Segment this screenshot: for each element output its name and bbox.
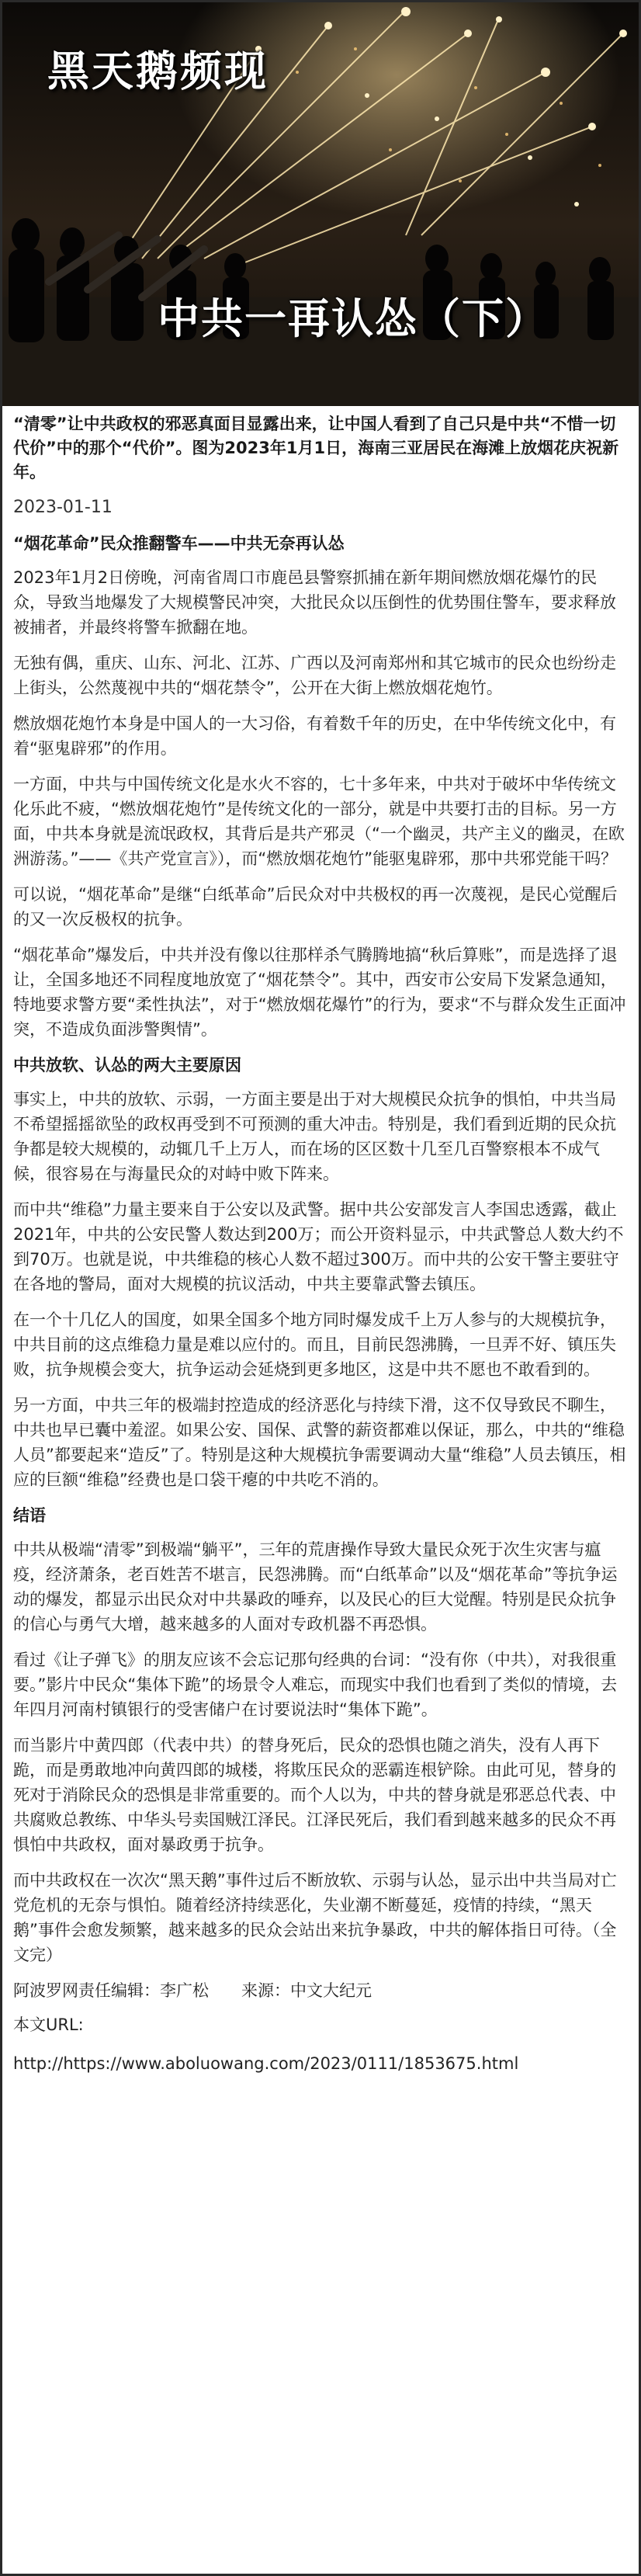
paragraph: 一方面，中共与中国传统文化是水火不容的，七十多年来，中共对于破坏中华传统文化乐此不疲，“燃放烟花炮竹”是传统文化的一部分，就是中共要打击的目标。另一方面，中共本身就是流氓政权，其背后是共产邪灵（“一个幽灵，共产主义的幽灵，在欧洲游荡。”——《共产党宣言》），而“燃放烟花炮竹”能驱鬼辟邪，那中共邪党能干吗？ (13, 775, 625, 868)
hero-subtitle: 中共一再认怂（下） (158, 294, 549, 343)
paragraph: 燃放烟花炮竹本身是中国人的一大习俗，有着数千年的历史，在中华传统文化中，有着“驱鬼辟邪”的作用。 (13, 714, 616, 758)
section-heading-conclusion: 结语 (13, 1506, 46, 1525)
url-label: 本文URL: (13, 2015, 84, 2034)
paragraph: 而当影片中黄四郎（代表中共）的替身死后，民众的恐惧也随之消失，没有人再下跪，而是勇敢地冲向黄四郎的城楼，将欺压民众的恶霸连根铲除。由此可见，替身的死对于消除民众的恐惧是非常重要的。而个人以为，中共的替身就是邪恶总代表、中共腐败总教练、中华头号卖国贼江泽民。江泽民死后，我们看到越来越多的民众不再惧怕中共政权，面对暴政勇于抗争。 (13, 1736, 616, 1854)
paragraph: “烟花革命”爆发后，中共并没有像以往那样杀气腾腾地搞“秋后算账”，而是选择了退让，全国多地还不同程度地放宽了“烟花禁令”。其中，西安市公安局下发紧急通知，特地要求警方要“柔性执法”，对于“燃放烟花爆竹”的行为，要求“不与群众发生正面冲突，不造成负面涉警舆情”。 (13, 946, 626, 1039)
paragraph: 另一方面，中共三年的极端封控造成的经济恶化与持续下滑，这不仅导致民不聊生，中共也早已囊中羞涩。如果公安、国保、武警的薪资都难以保证，那么，中共的“维稳人员”都要起来“造反”了。特别是这种大规模抗争需要调动大量“维稳”人员去镇压，相应的巨额“维稳”经费也是口袋干瘪的中共吃不消的。 (13, 1396, 626, 1489)
paragraph: 中共从极端“清零”到极端“躺平”，三年的荒唐操作导致大量民众死于次生灾害与瘟疫，经济萧条，老百姓苦不堪言，民怨沸腾。而“白纸革命”以及“烟花革命”等抗争运动的爆发，都显示出民众对中共暴政的唾弃，以及民心的巨大觉醒。特别是民众抗争的信心与勇气大增，越来越多的人面对专政机器不再恐惧。 (13, 1540, 618, 1633)
article-url-link[interactable]: http://https://www.aboluowang.com/2023/0111/1853675.html (13, 2054, 519, 2073)
hero-photo (2, 2, 639, 406)
paragraph: 事实上，中共的放软、示弱，一方面主要是出于对大规模民众抗争的惧怕，中共当局不希望摇摇欲坠的政权再受到不可预测的重大冲击。特别是，我们看到近期的民众抗争都是较大规模的，动辄几千上万人，而在场的区区数十几至几百警察根本不成气候，很容易在与海量民众的对峙中败下阵来。 (13, 1090, 616, 1183)
section-heading-fireworks: “烟花革命”民众推翻警车——中共无奈再认怂 (13, 534, 345, 553)
editor-source-line: 阿波罗网责任编辑：李广松 来源：中文大纪元 (13, 1981, 372, 2000)
publish-date: 2023-01-11 (13, 498, 113, 517)
paragraph: 看过《让子弹飞》的朋友应该不会忘记那句经典的台词：“没有你（中共），对我很重要。”影片中民众“集体下跪”的场景令人难忘，而现实中我们也看到了类似的情境，去年四月河南村镇银行的受害储户在讨要说法时“集体下跪”。 (13, 1651, 618, 1719)
article-body (2, 406, 639, 2076)
paragraph: 而中共政权在一次次“黑天鹅”事件过后不断放软、示弱与认怂，显示出中共当局对亡党危机的无奈与惧怕。随着经济持续恶化，失业潮不断蔓延，疫情的持续，“黑天鹅”事件会愈发频繁，越来越多的民众会站出来抗争暴政，中共的解体指日可待。（全文完） (13, 1871, 617, 1964)
hero-title: 黑天鹅频现 (47, 47, 269, 95)
section-heading-reasons: 中共放软、认怂的两大主要原因 (13, 1056, 241, 1074)
paragraph: 在一个十几亿人的国度，如果全国多个地方同时爆发成千上万人参与的大规模抗争，中共目前的这点维稳力量是难以应付的。而且，目前民怨沸腾，一旦弄不好、镇压失败，抗争规模会变大，抗争运动会延烧到更多地区，这是中共不愿也不敢看到的。 (13, 1311, 616, 1379)
photo-caption: “清零”让中共政权的邪恶真面目显露出来，让中国人看到了自己只是中共“不惜一切代价”中的那个“代价”。图为2023年1月1日，海南三亚居民在海滩上放烟花庆祝新年。 (13, 415, 619, 481)
paragraph: 而中共“维稳”力量主要来自于公安以及武警。据中共公安部发言人李国忠透露，截止2021年，中共的公安民警人数达到200万；而公开资料显示，中共武警总人数大约不到70万。也就是说，中共维稳的核心人数不超过300万。而中共的公安干警主要驻守在各地的警局，面对大规模的抗议活动，中共主要靠武警去镇压。 (13, 1200, 624, 1293)
paragraph: 无独有偶，重庆、山东、河北、江苏、广西以及河南郑州和其它城市的民众也纷纷走上街头，公然蔑视中共的“烟花禁令”，公开在大街上燃放烟花炮竹。 (13, 654, 616, 697)
paragraph: 可以说，“烟花革命”是继“白纸革命”后民众对中共极权的再一次蔑视，是民心觉醒后的又一次反极权的抗争。 (13, 885, 618, 929)
paragraph: 2023年1月2日傍晚，河南省周口市鹿邑县警察抓捕在新年期间燃放烟花爆竹的民众，导致当地爆发了大规模警民冲突，大批民众以压倒性的优势围住警车，要求释放被捕者，并最终将警车掀翻在地。 (13, 568, 616, 637)
